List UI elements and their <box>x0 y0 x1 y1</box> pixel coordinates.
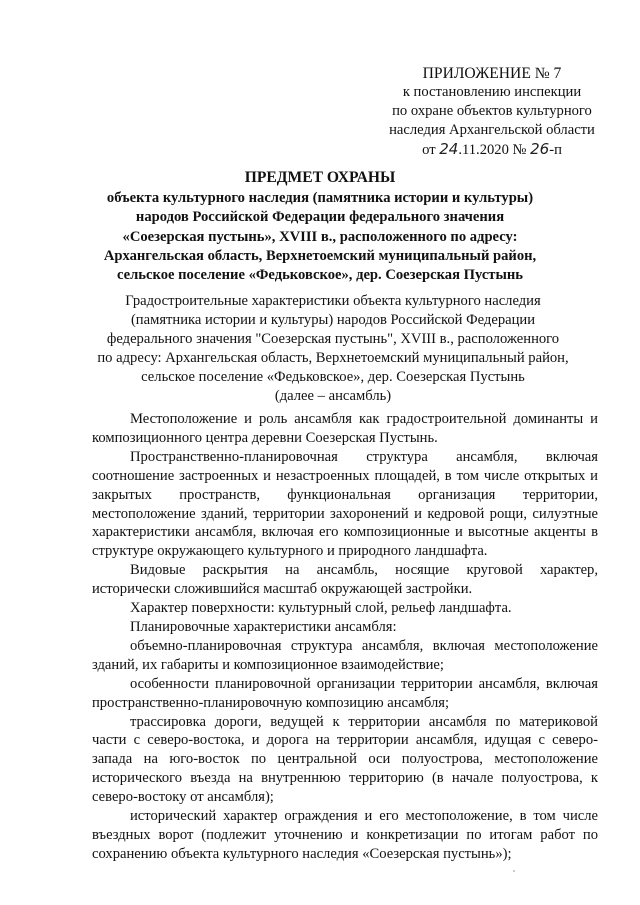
date-prefix: от <box>422 142 440 158</box>
body-paragraph: Характер поверхности: культурный слой, рельеф ландшафта. <box>130 600 512 617</box>
number-suffix: -п <box>549 142 562 158</box>
document-subtitle <box>88 292 578 406</box>
body-paragraph: Планировочные характеристики ансамбля: <box>130 618 397 635</box>
document-body <box>92 410 598 864</box>
document-title <box>80 168 560 285</box>
handwritten-day: 24 <box>439 140 459 158</box>
handwritten-number: 26 <box>530 140 550 158</box>
body-paragraph: Видовые раскрытия на ансамбль, носящие круговой характер, исторически сложившийся масштаб окружающей застройки. <box>92 562 598 598</box>
date-rest: .11.2020 № <box>458 142 531 158</box>
title-line: «Соезерская пустынь», XVIII в., расположенного по адресу: <box>122 228 518 245</box>
appendix-header <box>382 64 602 160</box>
body-paragraph: исторический характер ограждения и его местоположение, в том числе въездных ворот (подлежит уточнению и конкретизации по итогам работ по сохранению объекта культурного наследия «Соезерская пустынь»); <box>92 808 598 862</box>
body-paragraph: Пространственно-планировочная структура ансамбля, включая соотношение застроенных и незастроенных площадей, в том числе открытых и закрытых пространств, функциональная организация территории, местоположение зданий, территории захоронений и кедровой рощи, силуэтные характеристики ансамбля, включая его композиционные и высотные акценты в структуре окружающего культурного и природного ландшафта. <box>92 448 598 560</box>
title-line: объекта культурного наследия (памятника истории и культуры) <box>106 190 534 207</box>
appendix-line: по охране объектов культурного <box>392 103 592 119</box>
subtitle-line: (далее – ансамбль) <box>274 388 392 404</box>
subtitle-line: Градостроительные характеристики объекта культурного наследия <box>125 293 541 309</box>
body-paragraph: трассировка дороги, ведущей к территории ансамбля по материковой части с северо-востока, и дорога на территории ансамбля, идущая с северо-запада на юго-восток по центральной оси полуострова, местоположение исторического въезда на внутреннюю территорию (в начале полуострова, к северо-востоку от ансамбля); <box>92 713 598 806</box>
subtitle-line: по адресу: Архангельская область, Верхнетоемский муниципальный район, <box>97 350 569 366</box>
title-line: народов Российской Федерации федерального значения <box>135 209 505 226</box>
scan-speck <box>513 870 515 872</box>
title-line: сельское поселение «Федьковское», дер. Соезерская Пустынь <box>116 267 523 284</box>
body-paragraph: особенности планировочной организации территории ансамбля, включая пространственно-планировочную композицию ансамбля; <box>92 675 598 711</box>
body-paragraph: объемно-планировочная структура ансамбля, включая местоположение зданий, их габариты и композиционное взаимодействие; <box>92 637 598 673</box>
body-paragraph: Местоположение и роль ансамбля как градостроительной доминанты и композиционного центра деревни Соезерская Пустынь. <box>92 411 598 446</box>
appendix-title: ПРИЛОЖЕНИЕ № 7 <box>422 65 562 82</box>
appendix-line: наследия Архангельской области <box>389 122 595 138</box>
subtitle-line: сельское поселение «Федьковское», дер. Соезерская Пустынь <box>141 369 525 385</box>
title-line: Архангельская область, Верхнетоемский муниципальный район, <box>103 247 537 264</box>
appendix-date-line <box>382 140 602 160</box>
appendix-line: к постановлению инспекции <box>402 84 582 100</box>
title-main: ПРЕДМЕТ ОХРАНЫ <box>244 169 396 186</box>
subtitle-line: федерального значения "Соезерская пустынь", XVIII в., расположенного <box>106 331 560 347</box>
subtitle-line: (памятника истории и культуры) народов Российской Федерации <box>130 312 536 328</box>
